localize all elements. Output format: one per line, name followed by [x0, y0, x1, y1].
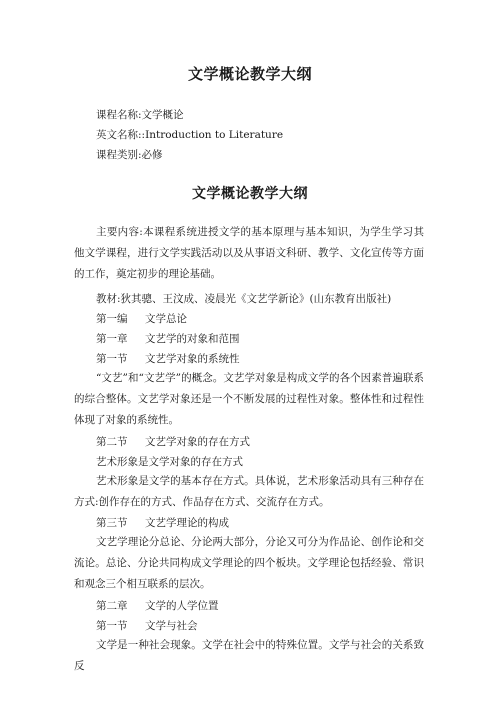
- chapter-2-section-1-number: 第一节: [96, 620, 128, 632]
- document-title: 文学概论教学大纲: [187, 65, 312, 83]
- section-title: 文学概论教学大纲: [192, 186, 308, 202]
- chapter-2-heading: [96, 598, 219, 613]
- part-1-heading: [96, 311, 187, 326]
- section-1-text: “文艺”和“文艺学”的概念。文艺学对象是构成文学的各个因素普遍联系的综合整体。文艺学对象还是一个不断发展的过程性对象。整体性和过程性体现了对象的系统性。: [74, 372, 424, 426]
- english-name-row: [96, 127, 283, 142]
- section-1-number: 第一节: [96, 353, 128, 365]
- course-name-row: [96, 107, 184, 122]
- english-name-value: Introduction to Literature: [145, 129, 284, 141]
- section-2-title: 文艺学对象的存在方式: [145, 436, 250, 448]
- section-2-text: 艺术形象是文学的基本存在方式。具体说，艺术形象活动具有三种存在方式:创作存在的方式、作品存在方式、交流存在方式。: [74, 475, 424, 508]
- chapter-2-section-1-heading: [96, 618, 198, 633]
- chapter-1-title: 文艺学的对象和范围: [145, 333, 240, 345]
- section-3-number: 第三节: [96, 517, 128, 529]
- chapter-2-title: 文学的人学位置: [145, 600, 219, 612]
- chapter-2-number: 第二章: [96, 600, 128, 612]
- section-2-heading: [96, 434, 250, 449]
- textbook-line: 教材:狄其骢、王汶成、凌晨光《文艺学新论》(山东教育出版社): [96, 293, 392, 305]
- course-name-label: 课程名称:: [96, 109, 142, 121]
- section-2-subheading: 艺术形象是文学对象的存在方式: [96, 456, 243, 468]
- section-2-number: 第二节: [96, 436, 128, 448]
- course-name-value: 文学概论: [141, 109, 184, 121]
- section-1-heading: [96, 351, 240, 366]
- course-type-value: 必修: [141, 149, 163, 161]
- intro-paragraph: 主要内容:本课程系统进授文学的基本原理与基本知识，为学生学习其他文学课程，进行文学实践活动以及从事语文科研、教学、文化宣传等方面的工作，奠定初步的理论基础。: [74, 226, 424, 280]
- section-3-text: 文艺学理论分总论、分论两大部分，分论又可分为作品论、创作论和交流论。总论、分论共同构成文学理论的四个板块。文学理论包括经验、常识和观念三个相互联系的层次。: [74, 536, 424, 590]
- section-1-title: 文艺学对象的系统性: [145, 353, 240, 365]
- chapter-1-number: 第一章: [96, 333, 128, 345]
- course-type-label: 课程类别:: [96, 149, 142, 161]
- english-name-label: 英文名称::: [96, 129, 146, 141]
- part-1-number: 第一编: [96, 313, 128, 325]
- part-1-title: 文学总论: [145, 313, 187, 325]
- section-3-heading: [96, 515, 229, 530]
- chapter-2-section-1-text: 文学是一种社会现象。文学在社会中的特殊位置。文学与社会的关系致反: [74, 639, 424, 672]
- section-3-title: 文艺学理论的构成: [145, 517, 229, 529]
- chapter-2-section-1-title: 文学与社会: [145, 620, 198, 632]
- chapter-1-heading: [96, 331, 240, 346]
- course-type-row: [96, 147, 163, 162]
